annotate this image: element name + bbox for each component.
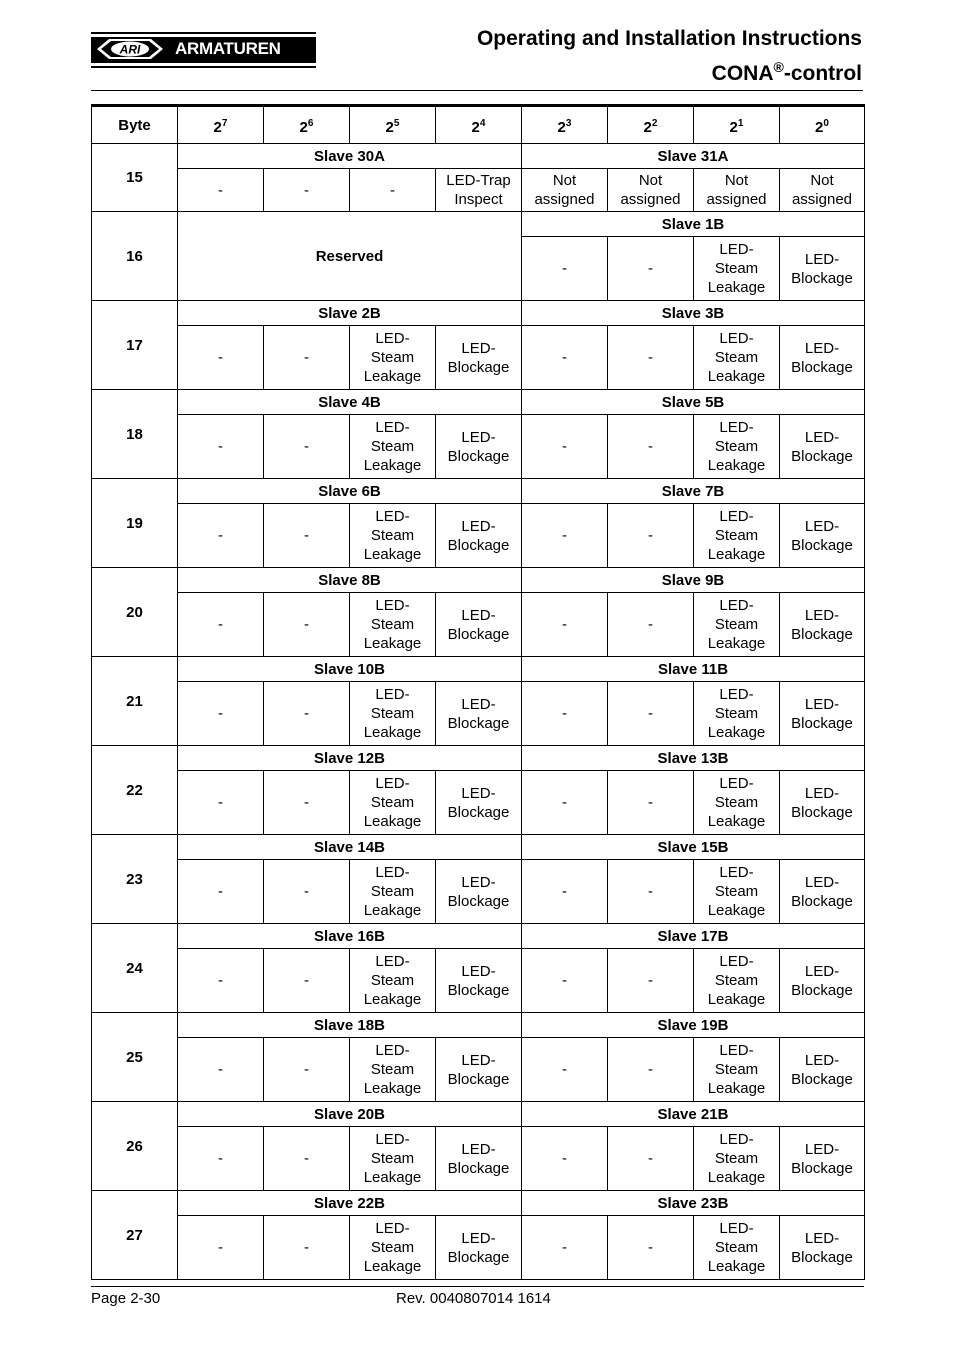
- table-row: [92, 1127, 865, 1191]
- bit-cell: LED- Blockage: [780, 771, 865, 835]
- slave-label-right: Slave 23B: [522, 1191, 865, 1216]
- bit-cell: -: [264, 169, 350, 212]
- bit-cell: Not assigned: [608, 169, 694, 212]
- product-suffix: -control: [783, 62, 862, 85]
- byte-number: 25: [92, 1013, 178, 1102]
- byte-number: 18: [92, 390, 178, 479]
- table-row: [92, 169, 865, 212]
- table-row: [92, 1013, 865, 1038]
- bit-cell: LED- Steam Leakage: [350, 860, 436, 924]
- bit-cell: LED- Blockage: [780, 860, 865, 924]
- bit-cell: Not assigned: [522, 169, 608, 212]
- bit-cell: LED- Blockage: [436, 326, 522, 390]
- bit-cell: -: [608, 682, 694, 746]
- slave-label-left: Slave 16B: [178, 924, 522, 949]
- bit-cell: -: [608, 771, 694, 835]
- bit-cell: -: [178, 504, 264, 568]
- slave-label-right: Slave 11B: [522, 657, 865, 682]
- bit-cell: LED- Steam Leakage: [694, 949, 780, 1013]
- bit-4-header: $2^4$: [436, 106, 522, 144]
- bit-cell: -: [178, 860, 264, 924]
- bit-cell: -: [178, 1038, 264, 1102]
- bit-cell: -: [608, 860, 694, 924]
- table-header-row: [92, 106, 865, 144]
- slave-label-right: Slave 17B: [522, 924, 865, 949]
- table-row: [92, 593, 865, 657]
- bit-cell: LED- Steam Leakage: [694, 1038, 780, 1102]
- slave-label-right: Slave 7B: [522, 479, 865, 504]
- logo-mark-text: ARI: [119, 42, 141, 57]
- slave-label-right: Slave 19B: [522, 1013, 865, 1038]
- table-row: [92, 1038, 865, 1102]
- bit-cell: -: [608, 949, 694, 1013]
- table-row: [92, 1102, 865, 1127]
- table-row: [92, 390, 865, 415]
- slave-label-left: Slave 14B: [178, 835, 522, 860]
- byte-number: 22: [92, 746, 178, 835]
- table-row: [92, 924, 865, 949]
- bit-cell: LED- Blockage: [780, 504, 865, 568]
- bit-2-header: $2^2$: [608, 106, 694, 144]
- bit-cell: -: [608, 593, 694, 657]
- table-row: [92, 1216, 865, 1280]
- bit-3-header: $2^3$: [522, 106, 608, 144]
- byte-number: 23: [92, 835, 178, 924]
- byte-number: 17: [92, 301, 178, 390]
- byte-assignment-table: [91, 104, 865, 1280]
- bit-cell: -: [264, 1038, 350, 1102]
- bit-cell: LED- Steam Leakage: [694, 1216, 780, 1280]
- bit-cell: LED- Steam Leakage: [694, 326, 780, 390]
- slave-label-right: Slave 9B: [522, 568, 865, 593]
- slave-label-right: Slave 31A: [522, 144, 865, 169]
- bit-cell: -: [350, 169, 436, 212]
- bit-7-header: $2^7$: [178, 106, 264, 144]
- slave-label-left: Slave 2B: [178, 301, 522, 326]
- slave-label-right: Slave 1B: [522, 212, 865, 237]
- bit-cell: LED-Trap Inspect: [436, 169, 522, 212]
- bit-cell: -: [178, 949, 264, 1013]
- bit-cell: LED- Steam Leakage: [694, 771, 780, 835]
- title-line-2: [477, 53, 862, 88]
- bit-cell: LED- Blockage: [436, 949, 522, 1013]
- bit-cell: LED- Blockage: [780, 1216, 865, 1280]
- slave-label-left: Slave 12B: [178, 746, 522, 771]
- bit-cell: -: [522, 593, 608, 657]
- bit-cell: -: [608, 504, 694, 568]
- byte-number: 16: [92, 212, 178, 301]
- table-row: [92, 682, 865, 746]
- table-row: [92, 746, 865, 771]
- slave-label-right: Slave 13B: [522, 746, 865, 771]
- bit-cell: -: [608, 1216, 694, 1280]
- byte-number: 15: [92, 144, 178, 212]
- bit-cell: -: [264, 949, 350, 1013]
- reserved-cell: Reserved: [178, 212, 522, 301]
- bit-cell: -: [264, 682, 350, 746]
- bit-cell: LED- Steam Leakage: [694, 504, 780, 568]
- bit-cell: -: [608, 237, 694, 301]
- table-row: [92, 657, 865, 682]
- table-row: [92, 212, 865, 237]
- bit-cell: -: [264, 1216, 350, 1280]
- bit-cell: -: [178, 169, 264, 212]
- bit-cell: LED- Blockage: [436, 1216, 522, 1280]
- bit-cell: -: [522, 415, 608, 479]
- bit-6-header: $2^6$: [264, 106, 350, 144]
- bit-cell: LED- Blockage: [780, 949, 865, 1013]
- document-title: [477, 24, 862, 88]
- bit-cell: -: [522, 237, 608, 301]
- byte-number: 26: [92, 1102, 178, 1191]
- byte-number: 20: [92, 568, 178, 657]
- bit-cell: -: [178, 771, 264, 835]
- table-row: [92, 949, 865, 1013]
- bit-cell: -: [522, 504, 608, 568]
- bit-cell: LED- Steam Leakage: [350, 949, 436, 1013]
- bit-cell: LED- Blockage: [780, 1127, 865, 1191]
- bit-cell: LED- Blockage: [436, 860, 522, 924]
- bit-cell: Not assigned: [694, 169, 780, 212]
- bit-cell: -: [178, 326, 264, 390]
- bit-0-header: $2^0$: [780, 106, 865, 144]
- byte-assignment-table-wrap: [91, 104, 864, 1280]
- bit-cell: -: [522, 1216, 608, 1280]
- bit-cell: -: [608, 326, 694, 390]
- table-row: [92, 479, 865, 504]
- byte-number: 19: [92, 479, 178, 568]
- bit-cell: LED- Blockage: [780, 1038, 865, 1102]
- slave-label-right: Slave 15B: [522, 835, 865, 860]
- bit-1-header: $2^1$: [694, 106, 780, 144]
- company-logo: [91, 32, 316, 68]
- bit-cell: -: [178, 593, 264, 657]
- table-row: [92, 504, 865, 568]
- table-row: [92, 860, 865, 924]
- bit-cell: LED- Blockage: [436, 1038, 522, 1102]
- bit-cell: LED- Blockage: [780, 682, 865, 746]
- bit-cell: LED- Steam Leakage: [350, 326, 436, 390]
- bit-cell: -: [522, 1127, 608, 1191]
- bit-cell: LED- Steam Leakage: [350, 771, 436, 835]
- table-row: [92, 301, 865, 326]
- revision-number: Rev. 0040807014 1614: [396, 1290, 551, 1307]
- bit-cell: -: [264, 326, 350, 390]
- bit-cell: LED- Blockage: [436, 771, 522, 835]
- bit-cell: -: [178, 682, 264, 746]
- table-bottom-rule: [91, 1286, 864, 1287]
- slave-label-right: Slave 3B: [522, 301, 865, 326]
- table-row: [92, 771, 865, 835]
- table-row: [92, 144, 865, 169]
- bit-cell: -: [522, 860, 608, 924]
- bit-cell: LED- Blockage: [436, 504, 522, 568]
- bit-cell: Not assigned: [780, 169, 865, 212]
- slave-label-left: Slave 22B: [178, 1191, 522, 1216]
- bit-cell: -: [178, 1127, 264, 1191]
- bit-cell: -: [178, 415, 264, 479]
- slave-label-right: Slave 5B: [522, 390, 865, 415]
- slave-label-left: Slave 8B: [178, 568, 522, 593]
- bit-cell: LED- Steam Leakage: [694, 593, 780, 657]
- bit-cell: LED- Steam Leakage: [694, 237, 780, 301]
- table-row: [92, 568, 865, 593]
- bit-cell: LED- Blockage: [436, 682, 522, 746]
- bit-cell: LED- Blockage: [436, 1127, 522, 1191]
- byte-number: 24: [92, 924, 178, 1013]
- bit-cell: LED- Steam Leakage: [350, 504, 436, 568]
- product-name: CONA: [711, 62, 774, 85]
- table-row: [92, 415, 865, 479]
- bit-cell: LED- Steam Leakage: [350, 593, 436, 657]
- bit-cell: LED- Blockage: [436, 415, 522, 479]
- slave-label-left: Slave 10B: [178, 657, 522, 682]
- page-number: Page 2-30: [91, 1290, 161, 1307]
- bit-cell: -: [264, 860, 350, 924]
- bit-cell: LED- Steam Leakage: [694, 682, 780, 746]
- slave-label-left: Slave 20B: [178, 1102, 522, 1127]
- bit-cell: -: [522, 771, 608, 835]
- bit-cell: LED- Steam Leakage: [350, 1127, 436, 1191]
- bit-cell: LED- Blockage: [780, 326, 865, 390]
- slave-label-left: Slave 18B: [178, 1013, 522, 1038]
- byte-number: 21: [92, 657, 178, 746]
- bit-cell: -: [264, 1127, 350, 1191]
- table-row: [92, 326, 865, 390]
- bit-cell: -: [264, 593, 350, 657]
- brand-name: ARMATUREN: [175, 39, 281, 58]
- bit-cell: -: [522, 1038, 608, 1102]
- byte-column-header: Byte: [92, 106, 178, 144]
- bit-cell: -: [522, 949, 608, 1013]
- bit-cell: LED- Blockage: [780, 593, 865, 657]
- bit-cell: LED- Blockage: [780, 415, 865, 479]
- bit-cell: -: [178, 1216, 264, 1280]
- table-row: [92, 835, 865, 860]
- bit-cell: -: [264, 771, 350, 835]
- bit-cell: -: [608, 415, 694, 479]
- byte-number: 27: [92, 1191, 178, 1280]
- table-row: [92, 1191, 865, 1216]
- bit-cell: -: [608, 1038, 694, 1102]
- title-line-1: Operating and Installation Instructions: [476, 27, 862, 50]
- slave-label-left: Slave 30A: [178, 144, 522, 169]
- bit-cell: -: [608, 1127, 694, 1191]
- header-divider: [91, 90, 863, 91]
- bit-cell: LED- Steam Leakage: [694, 1127, 780, 1191]
- bit-cell: LED- Blockage: [780, 237, 865, 301]
- bit-cell: LED- Steam Leakage: [694, 415, 780, 479]
- bit-cell: LED- Blockage: [436, 593, 522, 657]
- ari-emblem-icon: [95, 37, 165, 61]
- registered-mark: ®: [773, 59, 784, 75]
- bit-cell: -: [264, 415, 350, 479]
- bit-5-header: $2^5$: [350, 106, 436, 144]
- slave-label-left: Slave 6B: [178, 479, 522, 504]
- bit-cell: -: [522, 682, 608, 746]
- bit-cell: LED- Steam Leakage: [350, 682, 436, 746]
- bit-cell: LED- Steam Leakage: [350, 1216, 436, 1280]
- bit-cell: LED- Steam Leakage: [694, 860, 780, 924]
- slave-label-right: Slave 21B: [522, 1102, 865, 1127]
- bit-cell: LED- Steam Leakage: [350, 415, 436, 479]
- bit-cell: -: [522, 326, 608, 390]
- bit-cell: LED- Steam Leakage: [350, 1038, 436, 1102]
- bit-cell: -: [264, 504, 350, 568]
- slave-label-left: Slave 4B: [178, 390, 522, 415]
